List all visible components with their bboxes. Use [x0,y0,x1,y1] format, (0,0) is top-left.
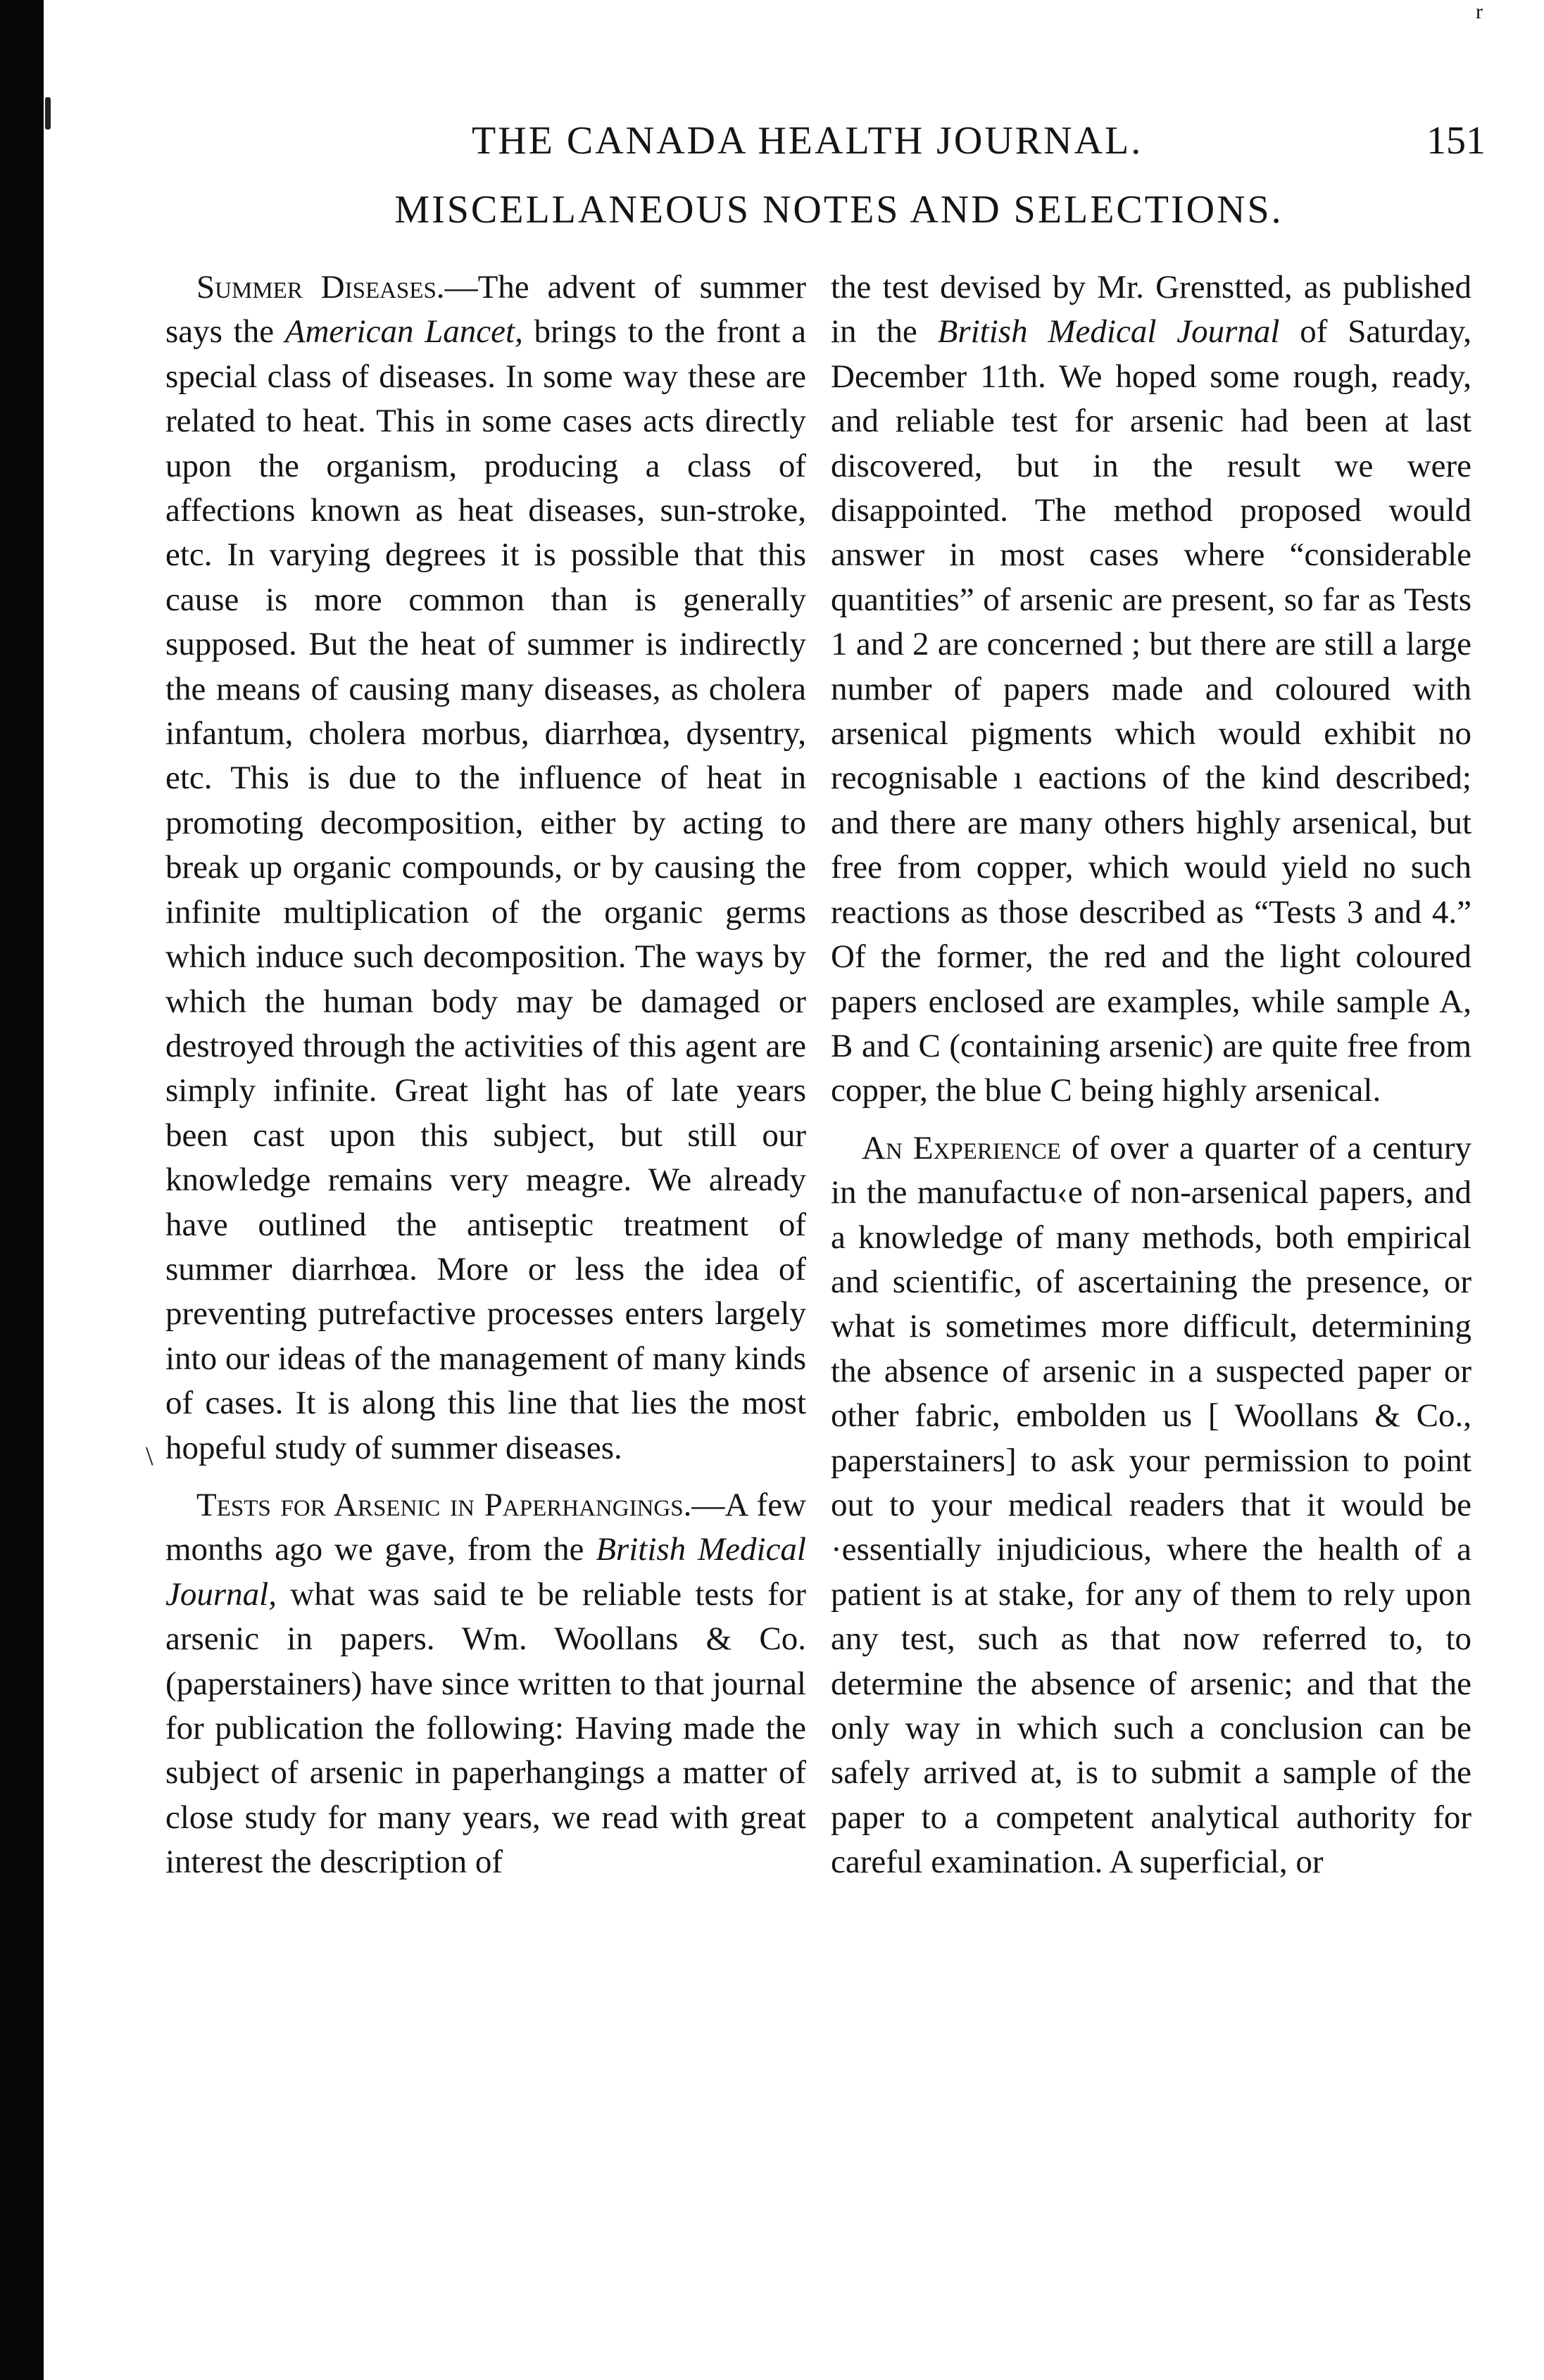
article-an-experience [831,1126,1471,1885]
article-text: of over a quarter of a century in the manufactu‹e of non-arsenical papers, and a knowledge of many methods, both empirical and scientific, of ascertaining the presence, or what is sometimes more difficult, determining the absence of arsenic in a suspected paper or other fabric, embolden us [ Woollans & Co., paperstainers] to ask your permission to point out to your medical readers that it would be ·essentially injudicious, where the health of a patient is at stake, for any of them to rely upon any test, such as that now referred to, to determine the absence of arsenic; and that the only way in which such a conclusion can be safely arrived at, is to submit a sample of the paper to a competent analytical authority for careful examination. A superficial, or [831,1129,1471,1881]
journal-title: British Medical Journal [937,313,1280,351]
article-continuation [831,265,1471,1114]
journal-title: British Medical Journal, [165,1531,806,1613]
right-column [831,265,1471,1885]
article-lead: Tests for Arsenic in Paperhangings. [196,1486,692,1523]
article-text: the test devised by Mr. Grenstted, as published in the [831,269,1471,351]
article-text: —The advent of summer says the [165,269,807,351]
running-head [0,113,1544,169]
article-text: brings to the front a special class of diseases. In some way these are related to heat. This in some cases acts directly upon the organism, producing a class of affections known as heat diseases, sun-stroke, etc. In varying degrees it is possible that this cause is more common than is generally supposed. But the heat of summer is indirectly the means of causing many diseases, as cholera infantum, cholera morbus, diarrhœa, dysentry, etc. This is due to the influence of heat in promoting decomposition, either by acting to break up organic compounds, or by causing the infinite multiplication of the organic germs which induce such decomposition. The ways by which the human body may be damaged or destroyed through the activities of this agent are simply infinite. Great light has of late years been cast upon this subject, but still our knowledge remains very meagre. We already have outlined the antiseptic treatment of summer diarrhœa. More or less the idea of preventing putrefactive processes enters largely into our ideas of the management of many kinds of cases. It is along this line that lies the most hopeful study of summer diseases. [165,313,806,1466]
stray-mark: \ [146,1442,153,1471]
article-text: what was said te be reliable tests for arsenic in papers. Wm. Woollans & Co. (paperstainers) have since written to that journal for publication the following: Having made the subject of arsenic in paperhangings a matter of close study for many years, we read with great interest the description of [165,1575,806,1881]
article-tests-for-arsenic [165,1483,806,1885]
article-text: —A few months ago we gave, from the [165,1486,806,1568]
article-summer-diseases [165,265,806,1471]
section-title: MISCELLANEOUS NOTES AND SELECTIONS. [394,188,1283,232]
article-lead: Summer Diseases. [196,269,445,306]
running-title: THE CANADA HEALTH JOURNAL. [472,119,1143,163]
page-number: 151 [1426,119,1486,163]
article-text: of Saturday, December 11th. We hoped some rough, ready, and reliable test for arsenic had been at last discovered, but in the result we were disappointed. The method proposed would answer in most cases where “considerable quantities” of arsenic are present, so far as Tests 1 and 2 are concerned ; but there are still a large number of papers made and coloured with arsenical pigments which would exhibit no recognisable ı eactions of the kind described; and there are many others highly arsenical, but free from copper, which would yield no such reactions as those described as “Tests 3 and 4.” Of the former, the red and the light coloured papers enclosed are examples, while sample A, B and C (containing arsenic) are quite free from copper, the blue C being highly arsenical. [831,313,1471,1109]
corner-mark: r [1476,0,1483,23]
left-column [165,265,806,1885]
scan-binding-edge [0,0,44,2380]
article-lead: An Experience [862,1129,1062,1166]
journal-title: American Lancet, [284,313,523,351]
